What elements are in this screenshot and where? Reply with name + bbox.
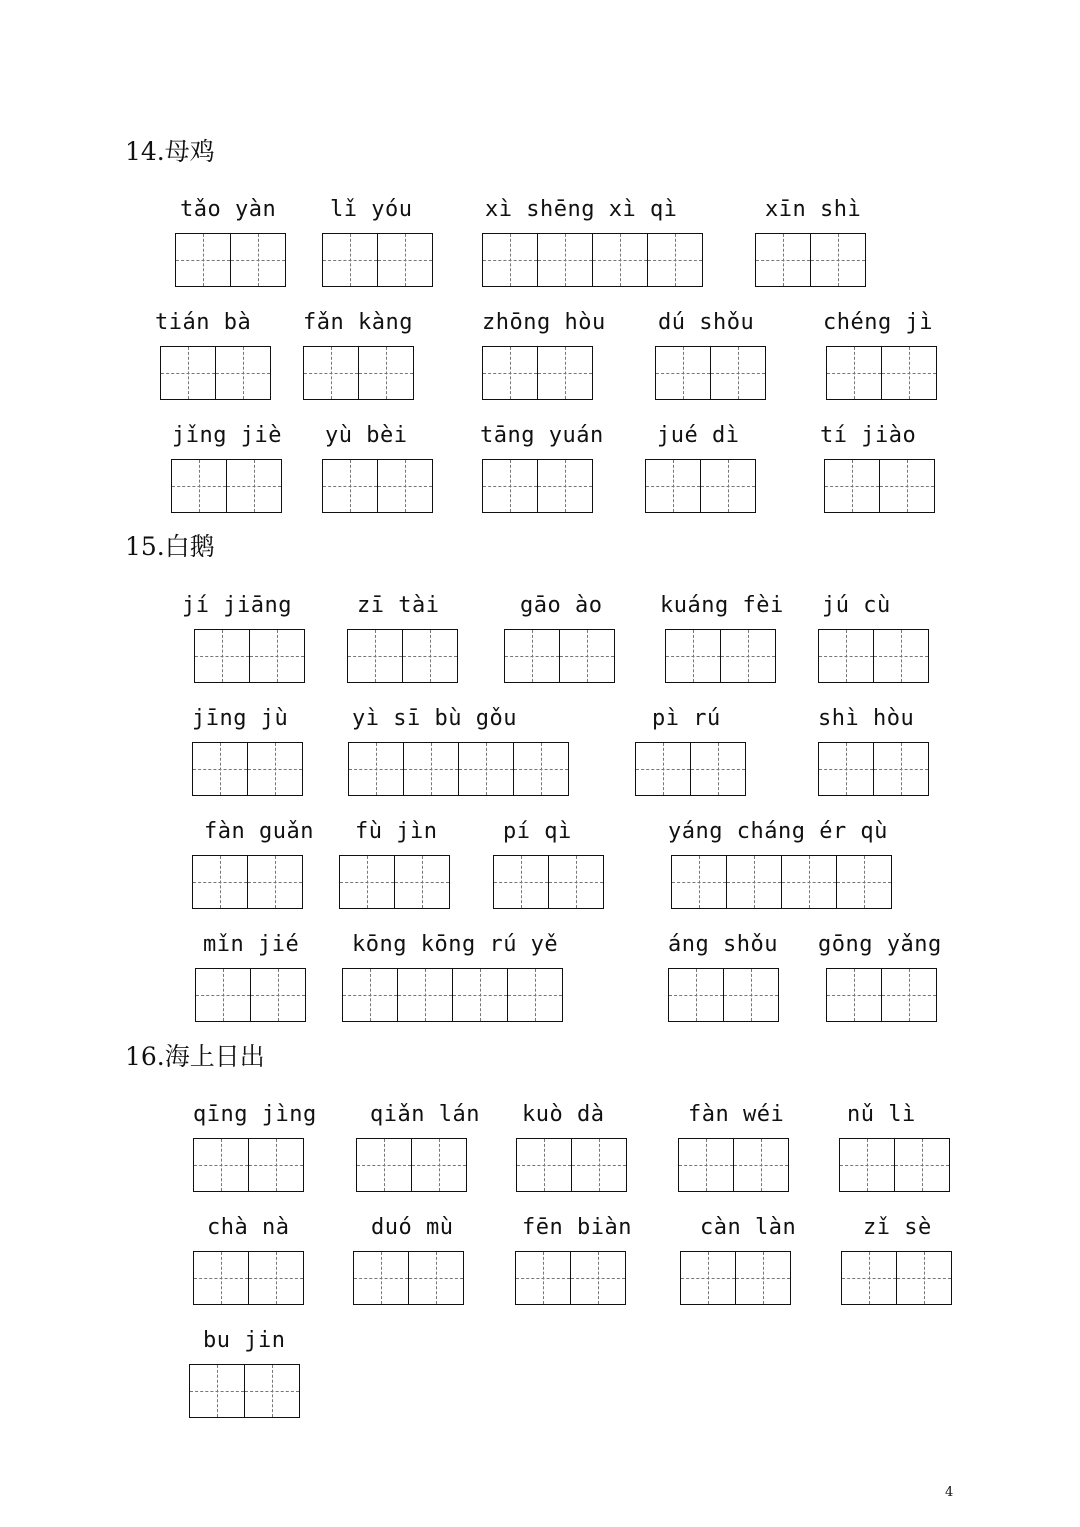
tianzige-cell[interactable]	[378, 233, 433, 287]
writing-grid	[818, 629, 929, 683]
writing-grid	[356, 1138, 467, 1192]
tianzige-cell[interactable]	[897, 1251, 952, 1305]
pinyin-label: fēn biàn	[522, 1215, 632, 1240]
tianzige-cell[interactable]	[398, 968, 453, 1022]
pinyin-label: yì sī bù gǒu	[352, 706, 517, 731]
tianzige-cell[interactable]	[459, 742, 514, 796]
pinyin-label: yáng cháng ér qù	[668, 819, 888, 844]
writing-grid	[353, 1251, 464, 1305]
tianzige-cell[interactable]	[825, 459, 880, 513]
pinyin-label: jí jiāng	[182, 593, 292, 618]
pinyin-label: mǐn jié	[203, 932, 300, 957]
tianzige-cell[interactable]	[404, 742, 459, 796]
writing-grid	[189, 1364, 300, 1418]
pinyin-label: tāng yuán	[480, 423, 604, 448]
pinyin-label: xì shēng xì qì	[485, 197, 678, 222]
page-number: 4	[945, 1485, 954, 1500]
tianzige-cell[interactable]	[343, 968, 398, 1022]
tianzige-cell[interactable]	[736, 1251, 791, 1305]
tianzige-cell[interactable]	[323, 459, 378, 513]
tianzige-cell[interactable]	[701, 459, 756, 513]
writing-grid	[515, 1251, 626, 1305]
tianzige-cell[interactable]	[250, 629, 305, 683]
tianzige-cell[interactable]	[842, 1251, 897, 1305]
tianzige-cell[interactable]	[516, 1251, 571, 1305]
pinyin-label: nǔ lì	[847, 1102, 916, 1127]
pinyin-label: gōng yǎng	[818, 932, 942, 957]
tianzige-cell[interactable]	[349, 742, 404, 796]
tianzige-cell[interactable]	[508, 968, 563, 1022]
tianzige-cell[interactable]	[517, 1138, 572, 1192]
pinyin-label: zǐ sè	[863, 1215, 932, 1240]
tianzige-cell[interactable]	[593, 233, 648, 287]
pinyin-label: kōng kōng rú yě	[352, 932, 559, 957]
writing-grid	[645, 459, 756, 513]
tianzige-cell[interactable]	[196, 968, 251, 1022]
tianzige-cell[interactable]	[882, 968, 937, 1022]
tianzige-cell[interactable]	[571, 1251, 626, 1305]
tianzige-cell[interactable]	[378, 459, 433, 513]
tianzige-cell[interactable]	[549, 855, 604, 909]
writing-grid	[194, 629, 305, 683]
pinyin-label: yù bèi	[325, 423, 408, 448]
pinyin-label: pí qì	[503, 819, 572, 844]
tianzige-cell[interactable]	[249, 1138, 304, 1192]
tianzige-cell[interactable]	[727, 855, 782, 909]
writing-grid	[668, 968, 779, 1022]
tianzige-cell[interactable]	[194, 1138, 249, 1192]
pinyin-label: tián bà	[155, 310, 252, 335]
tianzige-cell[interactable]	[572, 1138, 627, 1192]
tianzige-cell[interactable]	[193, 742, 248, 796]
writing-grid	[504, 629, 615, 683]
tianzige-cell[interactable]	[190, 1364, 245, 1418]
tianzige-cell[interactable]	[483, 233, 538, 287]
writing-grid	[826, 968, 937, 1022]
pinyin-label: qiǎn lán	[370, 1102, 480, 1127]
tianzige-cell[interactable]	[359, 346, 414, 400]
tianzige-cell[interactable]	[409, 1251, 464, 1305]
tianzige-cell[interactable]	[193, 855, 248, 909]
writing-grid	[824, 459, 935, 513]
tianzige-cell[interactable]	[681, 1251, 736, 1305]
tianzige-cell[interactable]	[646, 459, 701, 513]
writing-grid	[665, 629, 776, 683]
writing-grid	[482, 346, 593, 400]
tianzige-cell[interactable]	[245, 1364, 300, 1418]
pinyin-label: jīng jù	[192, 706, 289, 731]
tianzige-cell[interactable]	[874, 629, 929, 683]
writing-grid	[655, 346, 766, 400]
tianzige-cell[interactable]	[756, 233, 811, 287]
tianzige-cell[interactable]	[880, 459, 935, 513]
tianzige-cell[interactable]	[837, 855, 892, 909]
tianzige-cell[interactable]	[249, 1251, 304, 1305]
pinyin-label: fàn wéi	[688, 1102, 785, 1127]
tianzige-cell[interactable]	[679, 1138, 734, 1192]
writing-grid	[171, 459, 282, 513]
writing-grid	[678, 1138, 789, 1192]
pinyin-label: zī tài	[357, 593, 440, 618]
tianzige-cell[interactable]	[348, 629, 403, 683]
writing-grid	[160, 346, 271, 400]
pinyin-label: kuáng fèi	[660, 593, 784, 618]
tianzige-cell[interactable]	[819, 629, 874, 683]
tianzige-cell[interactable]	[721, 629, 776, 683]
pinyin-label: jú cù	[822, 593, 891, 618]
writing-grid	[322, 459, 433, 513]
tianzige-cell[interactable]	[827, 968, 882, 1022]
tianzige-cell[interactable]	[357, 1138, 412, 1192]
pinyin-label: fù jìn	[355, 819, 438, 844]
writing-grid	[195, 968, 306, 1022]
writing-grid	[348, 742, 569, 796]
tianzige-cell[interactable]	[176, 233, 231, 287]
tianzige-cell[interactable]	[304, 346, 359, 400]
writing-grid	[482, 459, 593, 513]
tianzige-cell[interactable]	[538, 459, 593, 513]
writing-grid	[193, 1251, 304, 1305]
writing-grid	[841, 1251, 952, 1305]
writing-grid	[192, 855, 303, 909]
writing-grid	[839, 1138, 950, 1192]
tianzige-cell[interactable]	[194, 1251, 249, 1305]
writing-grid	[516, 1138, 627, 1192]
writing-grid	[347, 629, 458, 683]
tianzige-cell[interactable]	[354, 1251, 409, 1305]
tianzige-cell[interactable]	[782, 855, 837, 909]
pinyin-label: shì hòu	[818, 706, 915, 731]
tianzige-cell[interactable]	[483, 459, 538, 513]
tianzige-cell[interactable]	[494, 855, 549, 909]
tianzige-cell[interactable]	[636, 742, 691, 796]
writing-grid	[342, 968, 563, 1022]
tianzige-cell[interactable]	[656, 346, 711, 400]
tianzige-cell[interactable]	[666, 629, 721, 683]
pinyin-label: chà nà	[207, 1215, 290, 1240]
writing-grid	[826, 346, 937, 400]
pinyin-label: chéng jì	[823, 310, 933, 335]
writing-grid	[482, 233, 703, 287]
writing-grid	[193, 1138, 304, 1192]
writing-grid	[635, 742, 746, 796]
tianzige-cell[interactable]	[340, 855, 395, 909]
tianzige-cell[interactable]	[734, 1138, 789, 1192]
tianzige-cell[interactable]	[538, 233, 593, 287]
tianzige-cell[interactable]	[819, 742, 874, 796]
tianzige-cell[interactable]	[514, 742, 569, 796]
tianzige-cell[interactable]	[483, 346, 538, 400]
tianzige-cell[interactable]	[538, 346, 593, 400]
section-title: 14.母鸡	[125, 137, 215, 166]
tianzige-cell[interactable]	[811, 233, 866, 287]
tianzige-cell[interactable]	[412, 1138, 467, 1192]
tianzige-cell[interactable]	[560, 629, 615, 683]
writing-grid	[192, 742, 303, 796]
section-title: 16.海上日出	[125, 1042, 265, 1071]
tianzige-cell[interactable]	[251, 968, 306, 1022]
tianzige-cell[interactable]	[711, 346, 766, 400]
writing-grid	[175, 233, 286, 287]
tianzige-cell[interactable]	[874, 742, 929, 796]
pinyin-label: zhōng hòu	[482, 310, 606, 335]
tianzige-cell[interactable]	[840, 1138, 895, 1192]
pinyin-label: bu jin	[203, 1328, 286, 1353]
writing-grid	[303, 346, 414, 400]
pinyin-label: duó mù	[371, 1215, 454, 1240]
pinyin-label: fǎn kàng	[303, 310, 413, 335]
tianzige-cell[interactable]	[505, 629, 560, 683]
writing-grid	[755, 233, 866, 287]
tianzige-cell[interactable]	[216, 346, 271, 400]
tianzige-cell[interactable]	[895, 1138, 950, 1192]
writing-grid	[339, 855, 450, 909]
pinyin-label: áng shǒu	[668, 932, 778, 957]
tianzige-cell[interactable]	[172, 459, 227, 513]
tianzige-cell[interactable]	[453, 968, 508, 1022]
tianzige-cell[interactable]	[648, 233, 703, 287]
tianzige-cell[interactable]	[195, 629, 250, 683]
tianzige-cell[interactable]	[724, 968, 779, 1022]
writing-grid	[322, 233, 433, 287]
pinyin-label: jǐng jiè	[172, 423, 282, 448]
pinyin-label: càn làn	[700, 1215, 797, 1240]
pinyin-label: xīn shì	[765, 197, 862, 222]
pinyin-label: qīng jìng	[193, 1102, 317, 1127]
pinyin-label: gāo ào	[520, 593, 603, 618]
pinyin-label: kuò dà	[522, 1102, 605, 1127]
tianzige-cell[interactable]	[323, 233, 378, 287]
tianzige-cell[interactable]	[248, 855, 303, 909]
pinyin-label: tǎo yàn	[180, 197, 277, 222]
tianzige-cell[interactable]	[669, 968, 724, 1022]
tianzige-cell[interactable]	[672, 855, 727, 909]
tianzige-cell[interactable]	[827, 346, 882, 400]
tianzige-cell[interactable]	[231, 233, 286, 287]
tianzige-cell[interactable]	[395, 855, 450, 909]
writing-grid	[493, 855, 604, 909]
pinyin-label: lǐ yóu	[330, 197, 413, 222]
tianzige-cell[interactable]	[882, 346, 937, 400]
pinyin-label: tí jiào	[820, 423, 917, 448]
pinyin-label: pì rú	[652, 706, 721, 731]
tianzige-cell[interactable]	[248, 742, 303, 796]
writing-grid	[671, 855, 892, 909]
pinyin-label: fàn guǎn	[204, 819, 314, 844]
tianzige-cell[interactable]	[161, 346, 216, 400]
tianzige-cell[interactable]	[403, 629, 458, 683]
writing-grid	[818, 742, 929, 796]
section-title: 15.白鹅	[125, 532, 215, 561]
pinyin-label: dú shǒu	[658, 310, 755, 335]
tianzige-cell[interactable]	[691, 742, 746, 796]
pinyin-label: jué dì	[657, 423, 740, 448]
tianzige-cell[interactable]	[227, 459, 282, 513]
writing-grid	[680, 1251, 791, 1305]
